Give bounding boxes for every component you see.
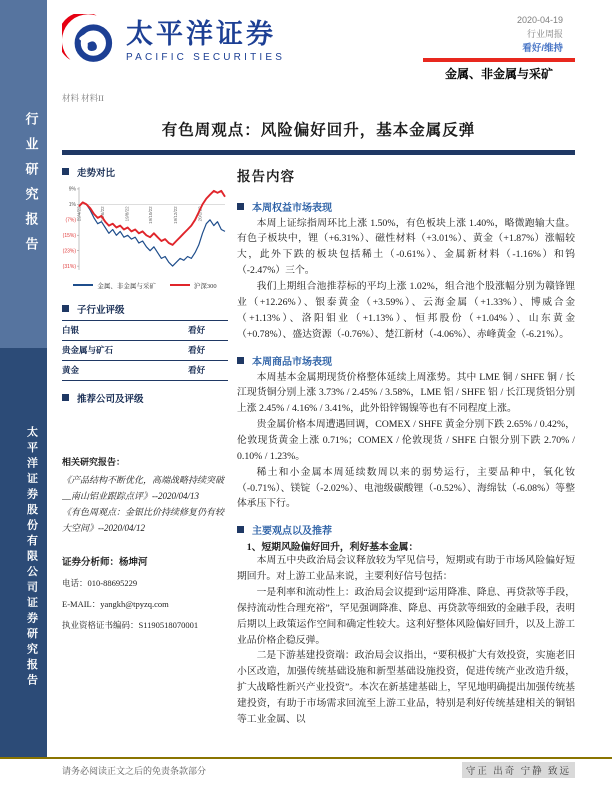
list-item: 《有色周观点：金银比价持续修复仍有较大空间》--2020/04/12	[62, 506, 225, 533]
header-info	[423, 14, 575, 82]
analyst-name: 证券分析师：杨坤河	[62, 558, 148, 569]
table-row	[62, 340, 228, 360]
page-content	[62, 14, 575, 757]
svg-text:19/8/22: 19/8/22	[124, 205, 130, 222]
vertical-sidebar	[0, 0, 47, 757]
paragraph: 本周五中央政治局会议释放较为罕见信号，短期或有助于市场风险偏好短期回升。对上游工业品来说，主要利好信号包括：	[237, 555, 575, 583]
views-heading-label: 主要观点以及推荐	[252, 526, 332, 538]
two-column-layout	[62, 163, 575, 728]
analyst-phone: 电话：010-88695229	[62, 578, 138, 589]
left-column	[62, 163, 228, 728]
logo-text	[126, 21, 285, 63]
equity-heading-label: 本周权益市场表现	[252, 202, 332, 214]
disclaimer-note: 请务必阅读正文之后的免责条款部分	[62, 765, 207, 776]
paragraph: 我们上期组合池推荐标的平均上涨 1.02%，组合池个股涨幅分别为赣锋锂业（+12.26%）、银泰黄金（+3.59%）、云海金属（+1.33%）、博威合金（+1.13%）、洛阳钼业（+1.13%）、恒邦股份（+1.04%）、山东黄金（+0.78%）、盛达资源（-0.76%）、楚江新材（-4.06%）、赤峰黄金（-6.21%）。	[237, 281, 575, 340]
related-reports-heading: 相关研究报告：	[62, 456, 126, 467]
page-title: 有色周观点：风险偏好回升，基本金属反弹	[161, 121, 476, 139]
industry-rating: 看好/维持	[522, 42, 563, 54]
sector-line-swatch-icon	[73, 284, 93, 286]
paragraph: 稀土和小金属本周延续数周以来的弱势运行，主要品种中，氧化钕（-0.71%）、镁锭（-2.02%）、电池级碳酸锂（-0.52%）、海绵钛（-6.08%）等整体承压下行。	[237, 466, 575, 510]
commodity-heading-label: 本周商品市场表现	[252, 356, 332, 368]
trend-chart	[62, 183, 228, 290]
legend-item-csi300	[170, 281, 217, 290]
views-subheading: 1、短期风险偏好回升，利好基本金属：	[246, 542, 419, 554]
subindustry-name: 白银	[62, 320, 188, 340]
section-bullet-icon	[237, 526, 244, 533]
svg-text:(31%): (31%)	[62, 263, 76, 270]
subindustry-name: 贵金属与矿石	[62, 340, 188, 360]
svg-text:20/2/22: 20/2/22	[197, 205, 203, 222]
csi300-line-swatch-icon	[170, 284, 190, 286]
paragraph: 贵金属价格本周遭遇回调，COMEX / SHFE 黄金分别下跌 2.65% / 0.42%，伦敦现货黄金上涨 0.71%；COMEX / 伦敦现货 / SHFE 白银分别下跌 2.70% / 0.10% / 1.23%。	[237, 419, 575, 462]
trend-section-heading	[62, 165, 228, 179]
ratings-heading-label: 子行业评级	[77, 305, 125, 316]
section-bullet-icon	[237, 203, 244, 210]
svg-text:1%: 1%	[68, 201, 76, 208]
logo-name-cn: 太平洋证券	[126, 19, 276, 49]
subindustry-rating: 看好	[188, 360, 228, 380]
title-divider	[62, 150, 575, 155]
company-motto: 守正 出奇 宁静 致远	[462, 762, 575, 778]
legend-sector-label: 金属、非金属与采矿	[97, 282, 156, 290]
paragraph: 本周基本金属期现货价格整体延续上周涨势。其中 LME 铜 / SHFE 铜 / 长江现货铜分别上涨 3.73% / 2.45% / 3.58%，LME 铝 / SHFE 铝 / 长江现货铝分别上涨 2.45% / 4.16% / 3.41%，此外铅锌锡镍等也有不同程度上涨。	[237, 371, 575, 415]
breadcrumb: 材料 材料II	[62, 92, 104, 103]
pacific-securities-logo-icon	[62, 14, 118, 70]
svg-text:19/10/22: 19/10/22	[148, 205, 153, 224]
section-bullet-icon	[237, 357, 244, 364]
commodity-section-heading	[237, 353, 575, 368]
sub-industry-ratings-table	[62, 320, 228, 381]
trend-heading-label: 走势对比	[77, 168, 116, 179]
red-divider	[423, 58, 575, 62]
paragraph: 本周上证综指周环比上涨 1.50%，有色板块上涨 1.40%，略微跑输大盘。有色子板块中，锂（+6.31%）、磁性材料（+3.01%）、黄金（+1.87%）涨幅较大，此外下跌的板块包括稀土（-0.61%）、金属新材料（-1.16%）和钨（-2.47%）三个。	[237, 217, 575, 277]
sidebar-bottom-band	[0, 348, 47, 757]
ratings-section-heading	[62, 302, 228, 316]
company-logo	[62, 14, 285, 70]
svg-text:(23%): (23%)	[62, 248, 76, 255]
views-section-heading	[237, 522, 575, 537]
legend-csi300-label: 沪深300	[193, 282, 217, 290]
svg-text:19/12/22: 19/12/22	[172, 205, 178, 224]
report-type: 行业周报	[526, 28, 563, 39]
footer-divider	[0, 757, 612, 759]
paragraph: 二是下游基建投资端：政治局会议指出，“要积极扩大有效投资，实施老旧小区改造，加强传统基础设施和新型基础设施投资，促进传统产业改造升级，扩大战略性新兴产业投资”。本次在新基建基础上，罕见地明确提出加强传统基建投资，有助于市场需求回流至上游工业品，特别是利好传统基建相关的铜铝等工业金属、以	[237, 650, 575, 725]
section-bullet-icon	[62, 305, 69, 312]
chart-legend	[62, 281, 228, 290]
page-footer	[62, 762, 575, 778]
subindustry-rating: 看好	[188, 320, 228, 340]
legend-item-sector	[73, 281, 156, 290]
svg-text:9%: 9%	[68, 186, 76, 193]
svg-text:19/6/22: 19/6/22	[99, 205, 105, 222]
sidebar-top-label: 行业研究报告	[23, 112, 39, 262]
sidebar-top-band	[0, 0, 47, 348]
section-bullet-icon	[62, 168, 69, 175]
subindustry-name: 黄金	[62, 360, 188, 380]
reco-empty-space	[62, 409, 228, 455]
table-row	[62, 320, 228, 340]
section-bullet-icon	[62, 394, 69, 401]
list-item: 《产品结构不断优化，高端战略持续突破__南山铝业跟踪点评》--2020/04/13	[62, 475, 225, 502]
svg-text:19/4/22: 19/4/22	[76, 205, 82, 222]
logo-name-en: PACIFIC SECURITIES	[126, 52, 286, 63]
report-header	[62, 14, 575, 82]
reco-heading-label: 推荐公司及评级	[77, 394, 144, 405]
report-date: 2020-04-19	[516, 15, 563, 25]
related-reports	[62, 455, 228, 537]
paragraph: 一是利率和流动性上：政治局会议提到“运用降准、降息、再贷款等手段，保持流动性合理充裕”，罕见强调降准、降息、再贷款等细致的金融手段，表明后期以上政策运作空间和确定性较大。这利好整体风险偏好回升，以及上游工业品价格企稳反弹。	[237, 586, 575, 646]
content-heading: 报告内容	[237, 168, 295, 184]
industry-name: 金属、非金属与采矿	[444, 66, 553, 81]
sidebar-bottom-label: 太平洋证券股份有限公司证券研究报告	[25, 426, 38, 690]
analyst-license: 执业资格证书编码：S1190518070001	[62, 620, 199, 631]
svg-text:(15%): (15%)	[62, 232, 76, 239]
reco-section-heading	[62, 391, 228, 405]
analyst-email: E-MAIL：yangkh@tpyzq.com	[62, 599, 169, 610]
table-row	[62, 360, 228, 380]
svg-text:(7%): (7%)	[65, 217, 76, 224]
subindustry-rating: 看好	[188, 340, 228, 360]
right-column	[237, 163, 575, 728]
trend-chart-svg	[62, 183, 228, 275]
equity-section-heading	[237, 199, 575, 214]
